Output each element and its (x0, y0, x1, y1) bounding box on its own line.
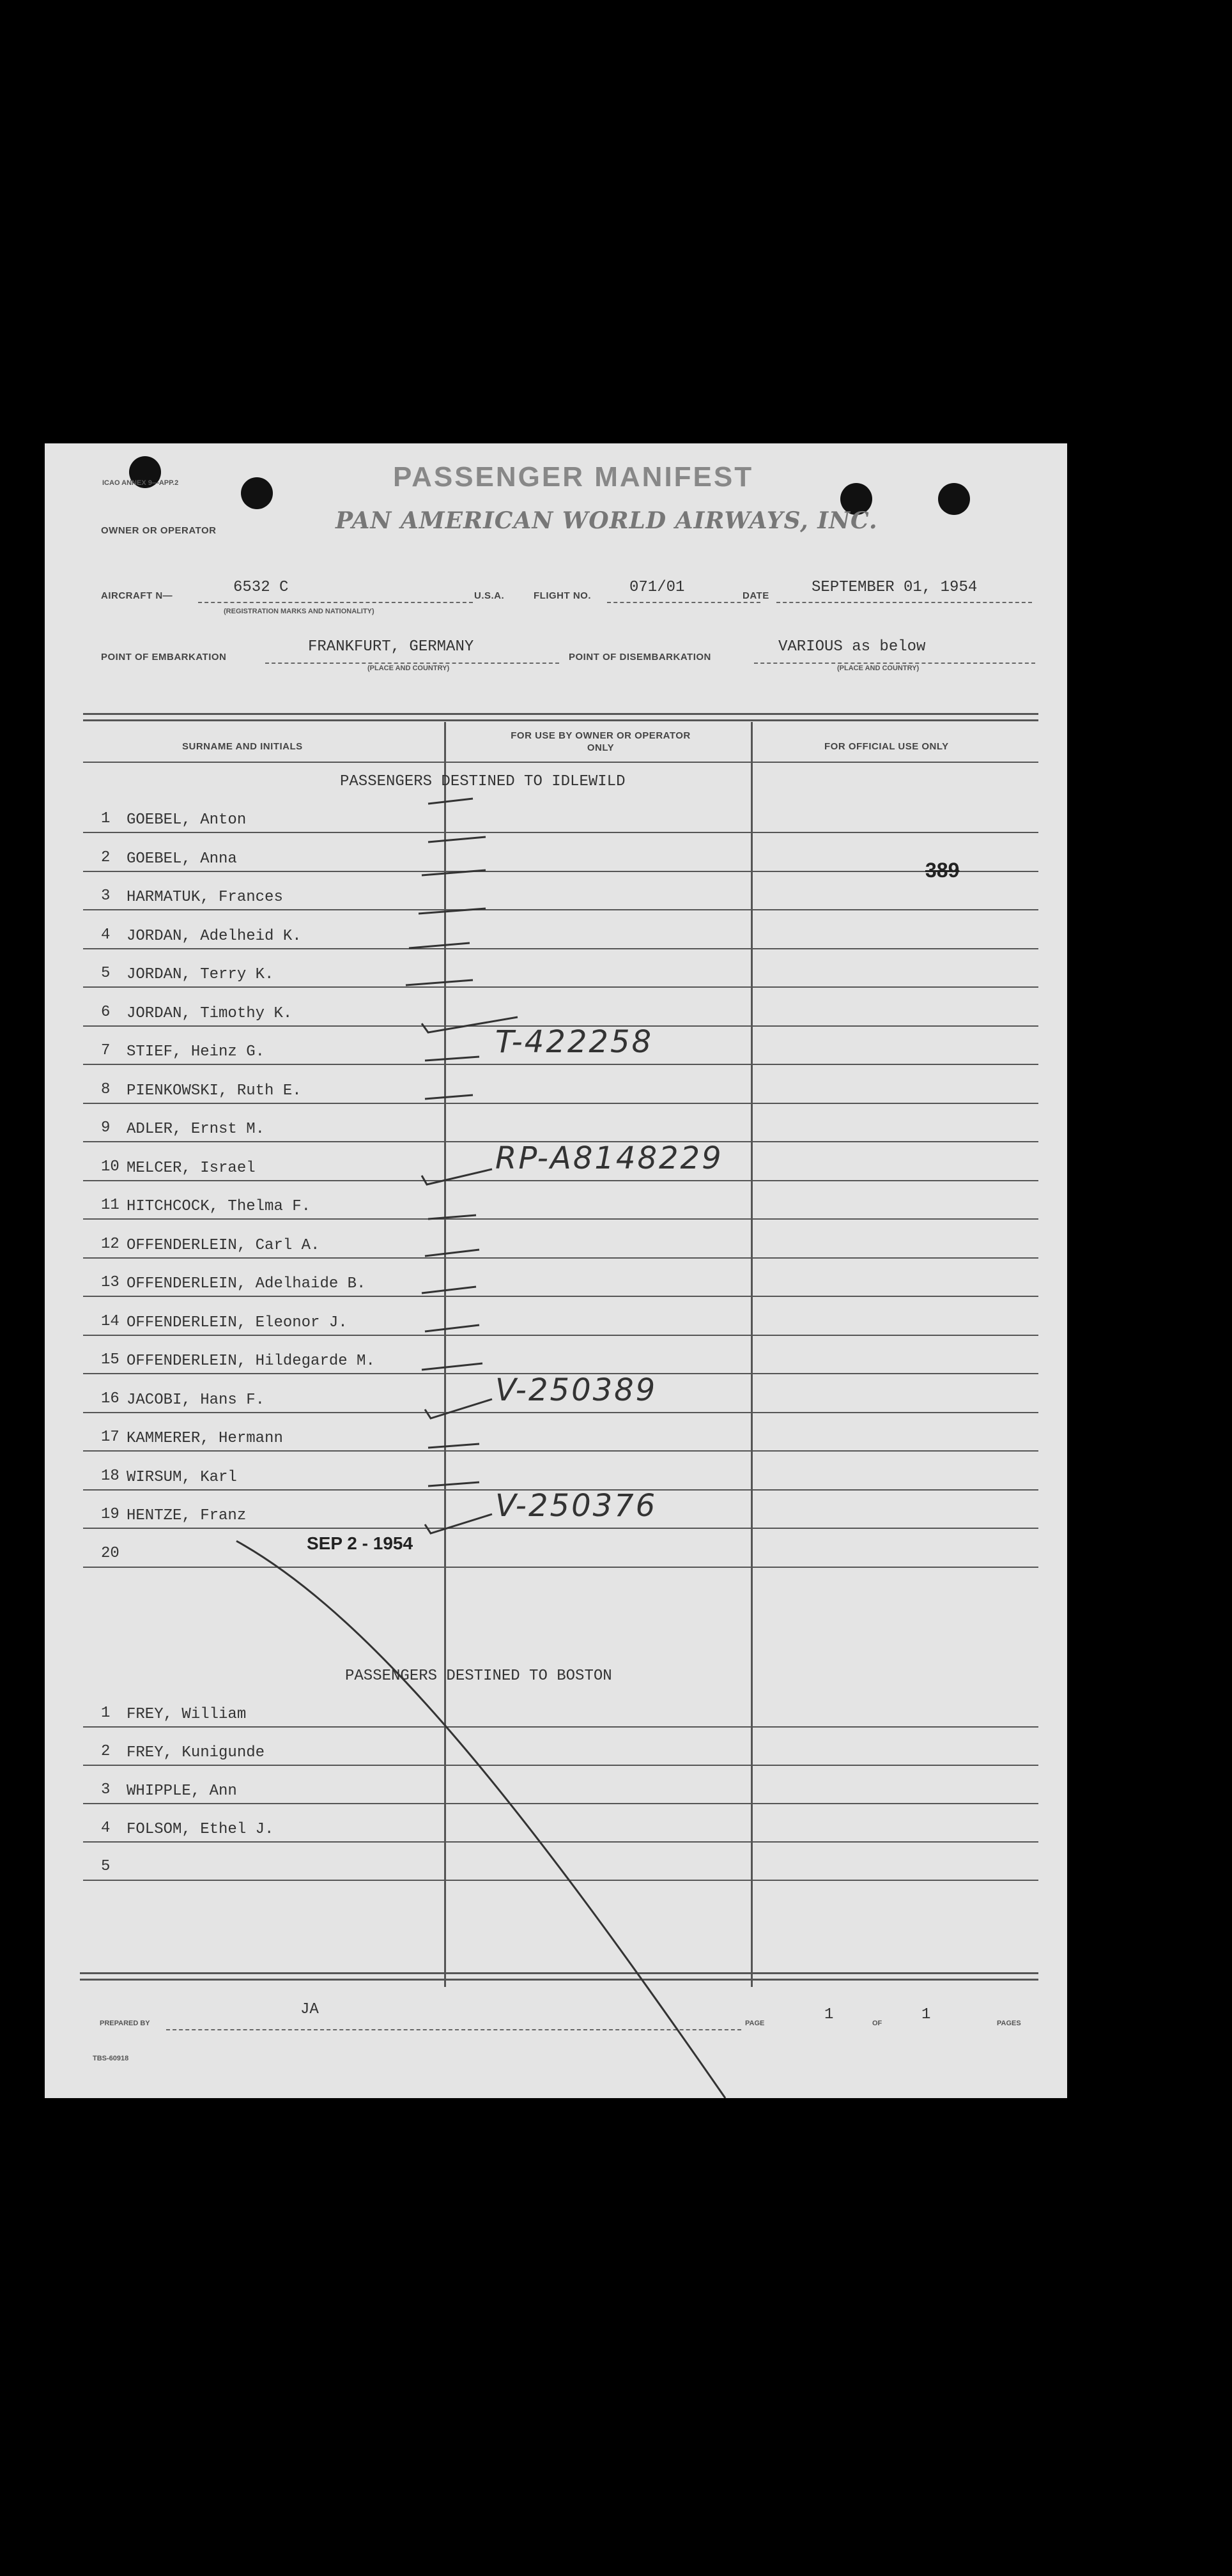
row-rule (83, 1803, 1038, 1804)
check-mark (422, 1287, 476, 1293)
row-number: 14 (101, 1312, 119, 1330)
row-number: 1 (101, 1705, 111, 1722)
passenger-name: STIEF, Heinz G. (127, 1043, 265, 1061)
pages-label: PAGES (997, 2020, 1021, 2027)
table-bottom-rule (80, 1979, 1038, 1981)
passenger-name: PIENKOWSKI, Ruth E. (127, 1082, 302, 1100)
row-number: 18 (101, 1467, 119, 1485)
row-number: 7 (101, 1042, 111, 1059)
row-rule (83, 1257, 1038, 1259)
row-rule (83, 1296, 1038, 1297)
passenger-name: WHIPPLE, Ann (127, 1782, 237, 1800)
check-mark (425, 1250, 479, 1256)
aircraft-underline (198, 602, 473, 603)
row-number: 2 (101, 1743, 111, 1760)
registration-label: (REGISTRATION MARKS AND NATIONALITY) (224, 608, 374, 615)
row-number: 19 (101, 1506, 119, 1523)
group-heading-boston: PASSENGERS DESTINED TO BOSTON (345, 1667, 612, 1685)
disembarkation-label: POINT OF DISEMBARKATION (569, 652, 711, 663)
table-top-rule (83, 719, 1038, 721)
table-header-rule (83, 762, 1038, 763)
row-number: 4 (101, 1820, 111, 1837)
disembarkation-point: VARIOUS as below (778, 638, 926, 656)
passenger-name: JORDAN, Timothy K. (127, 1004, 293, 1022)
date-label: DATE (743, 590, 769, 601)
row-number: 5 (101, 965, 111, 982)
flight-date: SEPTEMBER 01, 1954 (812, 579, 978, 596)
row-number: 17 (101, 1429, 119, 1446)
form-code: TBS-60918 (93, 2055, 129, 2062)
passenger-name: OFFENDERLEIN, Hildegarde M. (127, 1353, 375, 1370)
aircraft-number: 6532 C (233, 579, 289, 596)
row-number: 4 (101, 926, 111, 944)
owner-label: OWNER OR OPERATOR (101, 525, 217, 536)
table-bottom-rule (80, 1972, 1038, 1974)
row-rule (83, 1180, 1038, 1181)
check-mark (425, 1514, 492, 1533)
passenger-name: GOEBEL, Anna (127, 850, 237, 868)
disembarkation-place-label: (PLACE AND COUNTRY) (837, 664, 920, 672)
row-rule (83, 1064, 1038, 1065)
page-label: PAGE (745, 2020, 765, 2027)
row-rule (83, 948, 1038, 949)
airline-name: PAN AMERICAN WORLD AIRWAYS, INC. (335, 507, 878, 534)
column-divider (751, 722, 753, 1987)
row-number: 3 (101, 1781, 111, 1798)
corner-code: ICAO ANNEX 9—APP.2 (102, 479, 179, 487)
passenger-name: OFFENDERLEIN, Eleonor J. (127, 1314, 348, 1331)
punch-hole (938, 483, 970, 515)
row-rule (83, 1841, 1038, 1843)
column-divider (444, 722, 446, 1987)
row-number: 16 (101, 1390, 119, 1407)
row-number: 6 (101, 1003, 111, 1021)
passenger-name: OFFENDERLEIN, Adelhaide B. (127, 1275, 366, 1292)
check-mark (428, 1482, 479, 1486)
row-number: 5 (101, 1858, 111, 1875)
check-mark (422, 1363, 482, 1370)
row-rule (83, 832, 1038, 833)
group-heading-idlewild: PASSENGERS DESTINED TO IDLEWILD (340, 773, 626, 790)
count-note: 389 (925, 859, 960, 882)
row-rule (83, 1335, 1038, 1336)
row-number: 3 (101, 887, 111, 905)
date-underline (776, 602, 1032, 603)
passenger-name: OFFENDERLEIN, Carl A. (127, 1236, 320, 1254)
row-number: 10 (101, 1158, 119, 1176)
page-number: 1 (824, 2006, 834, 2023)
passenger-name: MELCER, Israel (127, 1159, 256, 1177)
passenger-name: WIRSUM, Karl (127, 1468, 237, 1486)
check-mark (422, 1169, 492, 1184)
country-label: U.S.A. (474, 590, 505, 601)
check-mark (425, 1399, 492, 1418)
row-number: 2 (101, 848, 111, 866)
row-rule (83, 909, 1038, 910)
embarkation-point: FRANKFURT, GERMANY (308, 638, 474, 656)
row-rule (83, 1103, 1038, 1104)
column-header-official: FOR OFFICIAL USE ONLY (824, 741, 949, 752)
disembarkation-underline (754, 663, 1035, 664)
check-mark (428, 1444, 479, 1448)
column-header-surname: SURNAME AND INITIALS (182, 741, 303, 752)
check-mark (428, 837, 486, 842)
embarkation-label: POINT OF EMBARKATION (101, 652, 227, 663)
document-number: RP-A8148229 (495, 1140, 723, 1176)
document-number: T-422258 (495, 1024, 654, 1060)
passenger-name: JACOBI, Hans F. (127, 1391, 265, 1409)
row-number: 9 (101, 1119, 111, 1137)
check-mark (425, 1325, 479, 1331)
check-mark (406, 980, 473, 985)
prepared-by-initials: JA (300, 2001, 319, 2018)
flight-underline (607, 602, 760, 603)
row-number: 1 (101, 810, 111, 827)
passenger-name: FOLSOM, Ethel J. (127, 1821, 274, 1838)
punch-hole (241, 477, 273, 509)
check-mark (425, 1095, 473, 1099)
of-label: OF (872, 2020, 882, 2027)
prepared-by-underline (166, 2029, 741, 2030)
embarkation-place-label: (PLACE AND COUNTRY) (367, 664, 450, 672)
handwriting-overlay (45, 443, 1067, 2098)
passenger-name: FREY, William (127, 1706, 247, 1723)
aircraft-label: AIRCRAFT N— (101, 590, 173, 601)
check-mark (425, 1057, 479, 1061)
passenger-name: ADLER, Ernst M. (127, 1121, 265, 1138)
flight-label: FLIGHT NO. (534, 590, 591, 601)
row-number: 15 (101, 1351, 119, 1368)
row-rule (83, 1765, 1038, 1766)
table-top-rule (83, 713, 1038, 715)
row-number: 20 (101, 1544, 119, 1562)
check-mark (428, 799, 473, 804)
passenger-name: KAMMERER, Hermann (127, 1430, 283, 1447)
flight-number: 071/01 (629, 579, 685, 596)
manifest-page (45, 443, 1067, 2098)
total-pages: 1 (921, 2006, 931, 2023)
row-rule (83, 1880, 1038, 1881)
row-number: 11 (101, 1197, 119, 1214)
passenger-name: FREY, Kunigunde (127, 1744, 265, 1761)
row-rule (83, 871, 1038, 872)
row-number: 12 (101, 1235, 119, 1253)
document-number: V-250389 (495, 1372, 658, 1408)
row-number: 8 (101, 1080, 111, 1098)
prepared-by-label: PREPARED BY (100, 2020, 150, 2027)
row-rule (83, 1218, 1038, 1220)
passenger-name: HITCHCOCK, Thelma F. (127, 1198, 311, 1215)
row-rule (83, 1726, 1038, 1728)
passenger-name: GOEBEL, Anton (127, 811, 247, 829)
row-rule (83, 1450, 1038, 1452)
column-header-owner: FOR USE BY OWNER OR OPERATOR ONLY (511, 730, 691, 753)
passenger-name: JORDAN, Terry K. (127, 966, 274, 983)
passenger-name: JORDAN, Adelheid K. (127, 927, 302, 945)
row-rule (83, 986, 1038, 988)
row-rule (83, 1412, 1038, 1413)
passenger-name: HENTZE, Franz (127, 1507, 247, 1524)
row-rule (83, 1528, 1038, 1529)
row-number: 13 (101, 1274, 119, 1291)
embarkation-underline (265, 663, 559, 664)
date-stamp: SEP 2 - 1954 (307, 1533, 413, 1553)
document-number: V-250376 (495, 1488, 658, 1524)
form-title: PASSENGER MANIFEST (393, 461, 754, 493)
passenger-name: HARMATUK, Frances (127, 889, 283, 906)
row-rule (83, 1567, 1038, 1568)
